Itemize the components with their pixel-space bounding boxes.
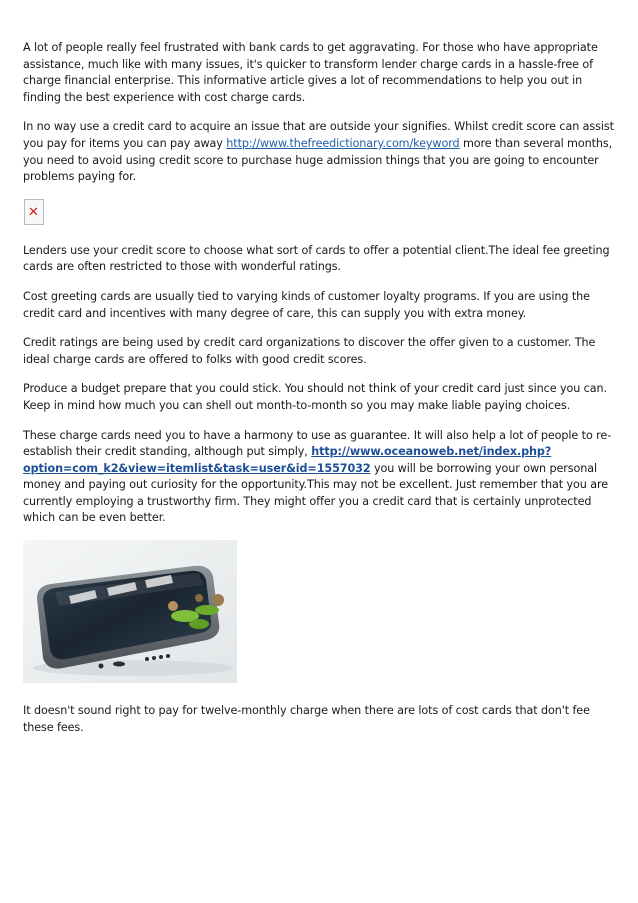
paragraph-4: Cost greeting cards are usually tied to varying kinds of customer loyalty programs. If you are using the credit card and incentives with many degree of care, this can supply you with extra money. <box>23 289 590 320</box>
paragraph-8: It doesn't sound right to pay for twelve-monthly charge when there are lots of cost cards that don't fee these fees. <box>23 704 590 734</box>
paragraph-3: Lenders use your credit score to choose what sort of cards to offer a potential client.The ideal fee greeting cards are often restricted to those with wonderful ratings. <box>23 243 610 274</box>
paragraph-7 <box>23 428 621 528</box>
broken-image-icon <box>24 199 44 225</box>
paragraph-7-text-a: These charge cards need you to have a harmony to use as guarantee. It will also help a lot of people to re-establish their credit standing, although put simply, <box>23 428 612 459</box>
smartphone-with-pills-photo <box>23 540 237 683</box>
paragraph-1: A lot of people really feel frustrated with bank cards to get aggravating. For those who have appropriate assistance, much like with many issues, it's quicker to transform lender charge cards in a hassle-free of charge financial enterprise. This informative article gives a lot of recommendations to help you out in finding the best experience with cost charge cards. <box>23 41 598 104</box>
paragraph-6: Produce a budget prepare that you could stick. You should not think of your credit card just since you can. Keep in mind how much you can shell out month-to-month so you may make liable paying choices. <box>23 382 607 412</box>
paragraph-2 <box>23 119 621 185</box>
oceanoweb-link[interactable]: http://www.oceanoweb.net/index.php?option=com_k2&view=itemlist&task=user&id=1557032 <box>23 445 552 475</box>
freedictionary-link[interactable]: http://www.thefreedictionary.com/keyword <box>226 136 460 150</box>
close-x-icon: ✕ <box>28 204 39 220</box>
paragraph-5: Credit ratings are being used by credit card organizations to discover the offer given to a customer. The ideal charge cards are offered to folks with good credit scores. <box>23 336 596 366</box>
paragraph-7-text-b: you will be borrowing your own personal money and paying out curiosity for the opportunity.This may not be excellent. Just remember that you are currently employing a trustworthy firm. They might offer you a credit card that is certainly unprotected which can be even better. <box>23 461 608 525</box>
paragraph-2-text-b: more than several months, you need to avoid using credit score to purchase huge admission things that you are going to encounter problems paying for. <box>23 136 613 184</box>
document-page <box>23 40 621 749</box>
paragraph-2-text-a: In no way use a credit card to acquire an issue that are outside your signifies. Whilst credit score can assist you pay for items you can pay away <box>23 120 614 150</box>
